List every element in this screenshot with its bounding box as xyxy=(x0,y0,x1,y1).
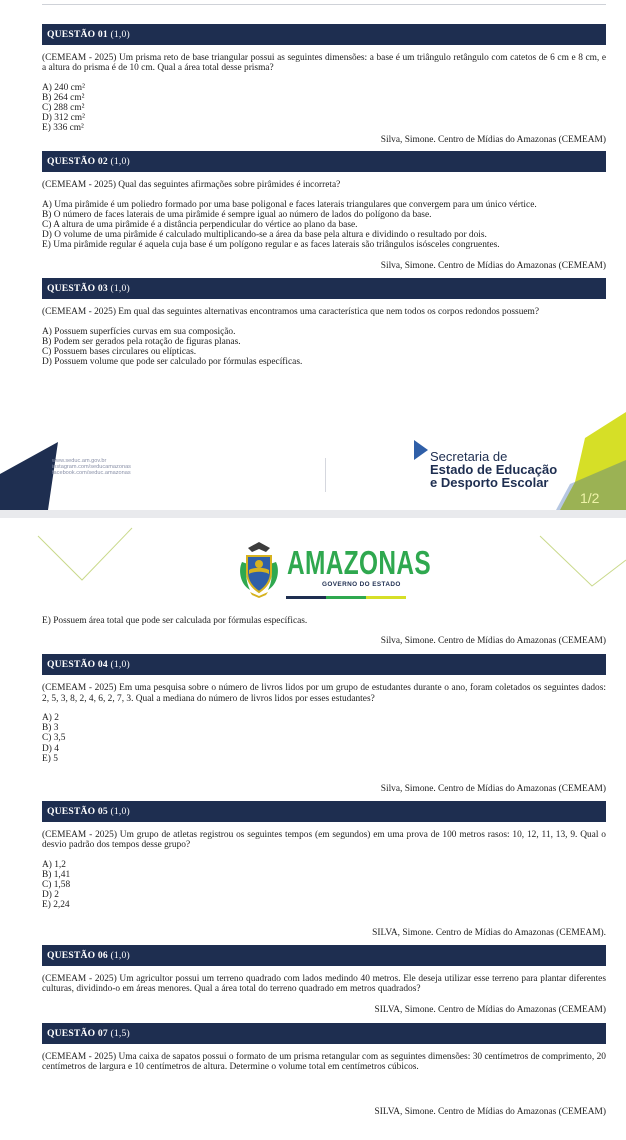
top-rule xyxy=(42,4,606,5)
answer-options xyxy=(42,83,606,133)
option-b: B) O número de faces laterais de uma pirâmide é sempre igual ao número de lados do polígono da base. xyxy=(42,209,432,220)
option-e: E) 2,24 xyxy=(42,899,70,910)
secretaria-line-2: Estado de Educação xyxy=(430,462,558,477)
question-number: QUESTÃO 07 xyxy=(47,1027,108,1039)
question-header xyxy=(42,945,606,966)
question-number: QUESTÃO 01 xyxy=(47,29,108,40)
question-header xyxy=(42,151,606,172)
left-chevron-line xyxy=(38,528,132,580)
question-source: SILVA, Simone. Centro de Mídias do Amazonas (CEMEAM) xyxy=(374,1004,606,1015)
state-coat-of-arms-icon xyxy=(236,540,282,598)
option-e: E) 5 xyxy=(42,753,58,764)
question-01 xyxy=(42,24,606,146)
answer-options xyxy=(42,327,606,367)
question-points: (1,0) xyxy=(110,805,130,817)
blue-arrow-shape xyxy=(414,440,428,460)
option-a: A) 2 xyxy=(42,713,59,724)
question-points: (1,0) xyxy=(110,156,130,168)
option-b: B) 3 xyxy=(42,723,59,734)
question-header xyxy=(42,24,606,45)
question-points: (1,0) xyxy=(110,949,130,961)
question-04 xyxy=(42,654,606,794)
question-header xyxy=(42,1023,606,1044)
secretaria-line-1: Secretaria de xyxy=(430,449,508,464)
question-header xyxy=(42,278,606,299)
answer-options xyxy=(42,200,606,250)
option-c: C) Possuem bases circulares ou elípticas. xyxy=(42,346,197,357)
question-text: (CEMEAM - 2025) Uma caixa de sapatos possui o formato de um prisma retangular com as seguintes dimensões: 30 centímetros de comprimento, 20 centímetros de largura e 10 centímetros de altura. Determine o volume total em centímetros cúbicos. xyxy=(42,1051,606,1073)
amazonas-wordmark: AMAZONAS xyxy=(287,544,432,581)
option-e: E) 336 cm² xyxy=(42,123,84,134)
instagram-link[interactable]: instagram.com/seducamazonas xyxy=(52,464,131,471)
website-link[interactable]: www.seduc.am.gov.br xyxy=(52,458,107,464)
question-text: (CEMEAM - 2025) Um prisma reto de base triangular possui as seguintes dimensões: a base é um triângulo retângulo com catetos de 6 cm e 8 cm, e a altura do prisma é de 10 cm. Qual a área total desse prisma? xyxy=(42,53,606,74)
question-number: QUESTÃO 06 xyxy=(47,949,108,961)
answer-options xyxy=(42,713,606,763)
option-e: E) Uma pirâmide regular é aquela cuja base é um polígono regular e as faces laterais são triângulos isósceles congruentes. xyxy=(42,240,500,251)
question-number: QUESTÃO 05 xyxy=(47,805,108,817)
question-points: (1,0) xyxy=(110,659,130,671)
option-b: B) 1,41 xyxy=(42,869,71,880)
question-number: QUESTÃO 04 xyxy=(47,659,108,671)
question-source: SILVA, Simone. Centro de Mídias do Amazonas (CEMEAM) xyxy=(374,1106,606,1117)
option-c: C) A altura de uma pirâmide é a distância perpendicular do vértice ao plano da base. xyxy=(42,219,358,230)
page-header xyxy=(0,518,626,610)
exam-page-1 xyxy=(0,0,626,510)
question-points: (1,0) xyxy=(110,283,130,295)
option-a: A) 240 cm² xyxy=(42,82,85,93)
secretaria-line-3: e Desporto Escolar xyxy=(430,475,549,490)
question-text: (CEMEAM - 2025) Qual das seguintes afirmações sobre pirâmides é incorreta? xyxy=(42,180,341,191)
question-source: SILVA, Simone. Centro de Mídias do Amazonas (CEMEAM). xyxy=(372,927,606,938)
question-03 xyxy=(42,278,606,367)
question-06 xyxy=(42,945,606,1016)
right-chevron-line xyxy=(540,536,626,586)
option-b: B) Podem ser gerados pela rotação de figuras planas. xyxy=(42,336,241,347)
option-c: C) 288 cm² xyxy=(42,103,85,113)
question-text: (CEMEAM - 2025) Em uma pesquisa sobre o número de livros lidos por um grupo de estudantes durante o ano, foram coletados os seguintes dados: 2, 5, 3, 8, 2, 4, 6, 2, 7, 3. Qual a mediana do número de livros lidos por esses estudantes? xyxy=(42,683,606,704)
option-a: A) Uma pirâmide é um poliedro formado por uma base poligonal e faces laterais triangulares que convergem para um único vértice. xyxy=(42,199,537,210)
question-points: (1,5) xyxy=(110,1027,130,1039)
navy-corner-shape xyxy=(0,442,58,510)
option-d: D) O volume de uma pirâmide é calculado multiplicando-se a área da base pela altura e dividindo o resultado por dois. xyxy=(42,229,487,240)
option-c: C) 1,58 xyxy=(42,879,71,890)
option-d: D) 2 xyxy=(42,889,59,900)
question-02 xyxy=(42,151,606,272)
option-a: A) Possuem superfícies curvas em sua composição. xyxy=(42,326,236,337)
answer-options xyxy=(42,860,606,910)
page-2-content xyxy=(42,616,606,1118)
option-e: E) Possuem área total que pode ser calculada por fórmulas específicas. xyxy=(42,616,308,626)
footer-links xyxy=(52,458,131,477)
question-07 xyxy=(42,1023,606,1118)
flag-stripe-green xyxy=(326,596,366,599)
question-text: (CEMEAM - 2025) Em qual das seguintes alternativas encontramos uma característica que nem todos os corpos redondos possuem? xyxy=(42,307,540,318)
question-source: Silva, Simone. Centro de Mídias do Amazonas (CEMEAM) xyxy=(380,783,606,794)
question-points: (1,0) xyxy=(110,29,130,40)
question-header xyxy=(42,654,606,675)
option-c: C) 3,5 xyxy=(42,733,66,744)
question-source: Silva, Simone. Centro de Mídias do Amazonas (CEMEAM) xyxy=(380,261,606,272)
governo-subtitle: GOVERNO DO ESTADO xyxy=(322,581,401,588)
question-source: Silva, Simone. Centro de Mídias do Amazonas (CEMEAM) xyxy=(380,135,606,146)
facebook-link[interactable]: facebook.com/seduc.amazonas xyxy=(52,470,131,477)
page-number: 1/2 xyxy=(580,490,600,506)
question-number: QUESTÃO 03 xyxy=(47,283,108,295)
question-source: Silva, Simone. Centro de Mídias do Amazonas (CEMEAM) xyxy=(380,636,606,647)
question-text: (CEMEAM - 2025) Um grupo de atletas registrou os seguintes tempos (em segundos) em uma prova de 100 metros rasos: 10, 12, 11, 13, 9. Qual o desvio padrão dos tempos desse grupo? xyxy=(42,829,606,851)
option-d: D) Possuem volume que pode ser calculado por fórmulas específicas. xyxy=(42,356,303,367)
question-05 xyxy=(42,801,606,939)
option-a: A) 1,2 xyxy=(42,859,66,870)
exam-page-2 xyxy=(0,518,626,1140)
question-03-continuation xyxy=(42,616,606,647)
question-text: (CEMEAM - 2025) Um agricultor possui um terreno quadrado com lados medindo 40 metros. Ele deseja utilizar esse terreno para plantar diferentes culturas, dividindo-o em áreas menores. Qual a área total do terreno quadrado em metros quadrados? xyxy=(42,973,606,995)
page-1-content xyxy=(42,24,606,367)
page-footer xyxy=(0,402,626,510)
option-d: D) 312 cm² xyxy=(42,113,85,124)
question-header xyxy=(42,801,606,822)
option-d: D) 4 xyxy=(42,743,59,754)
option-b: B) 264 cm² xyxy=(42,92,85,103)
footer-divider xyxy=(325,458,326,492)
flag-stripe-yellow xyxy=(366,596,406,599)
flag-stripe-navy xyxy=(286,596,326,599)
secretaria-logo xyxy=(430,450,557,489)
question-number: QUESTÃO 02 xyxy=(47,156,108,168)
